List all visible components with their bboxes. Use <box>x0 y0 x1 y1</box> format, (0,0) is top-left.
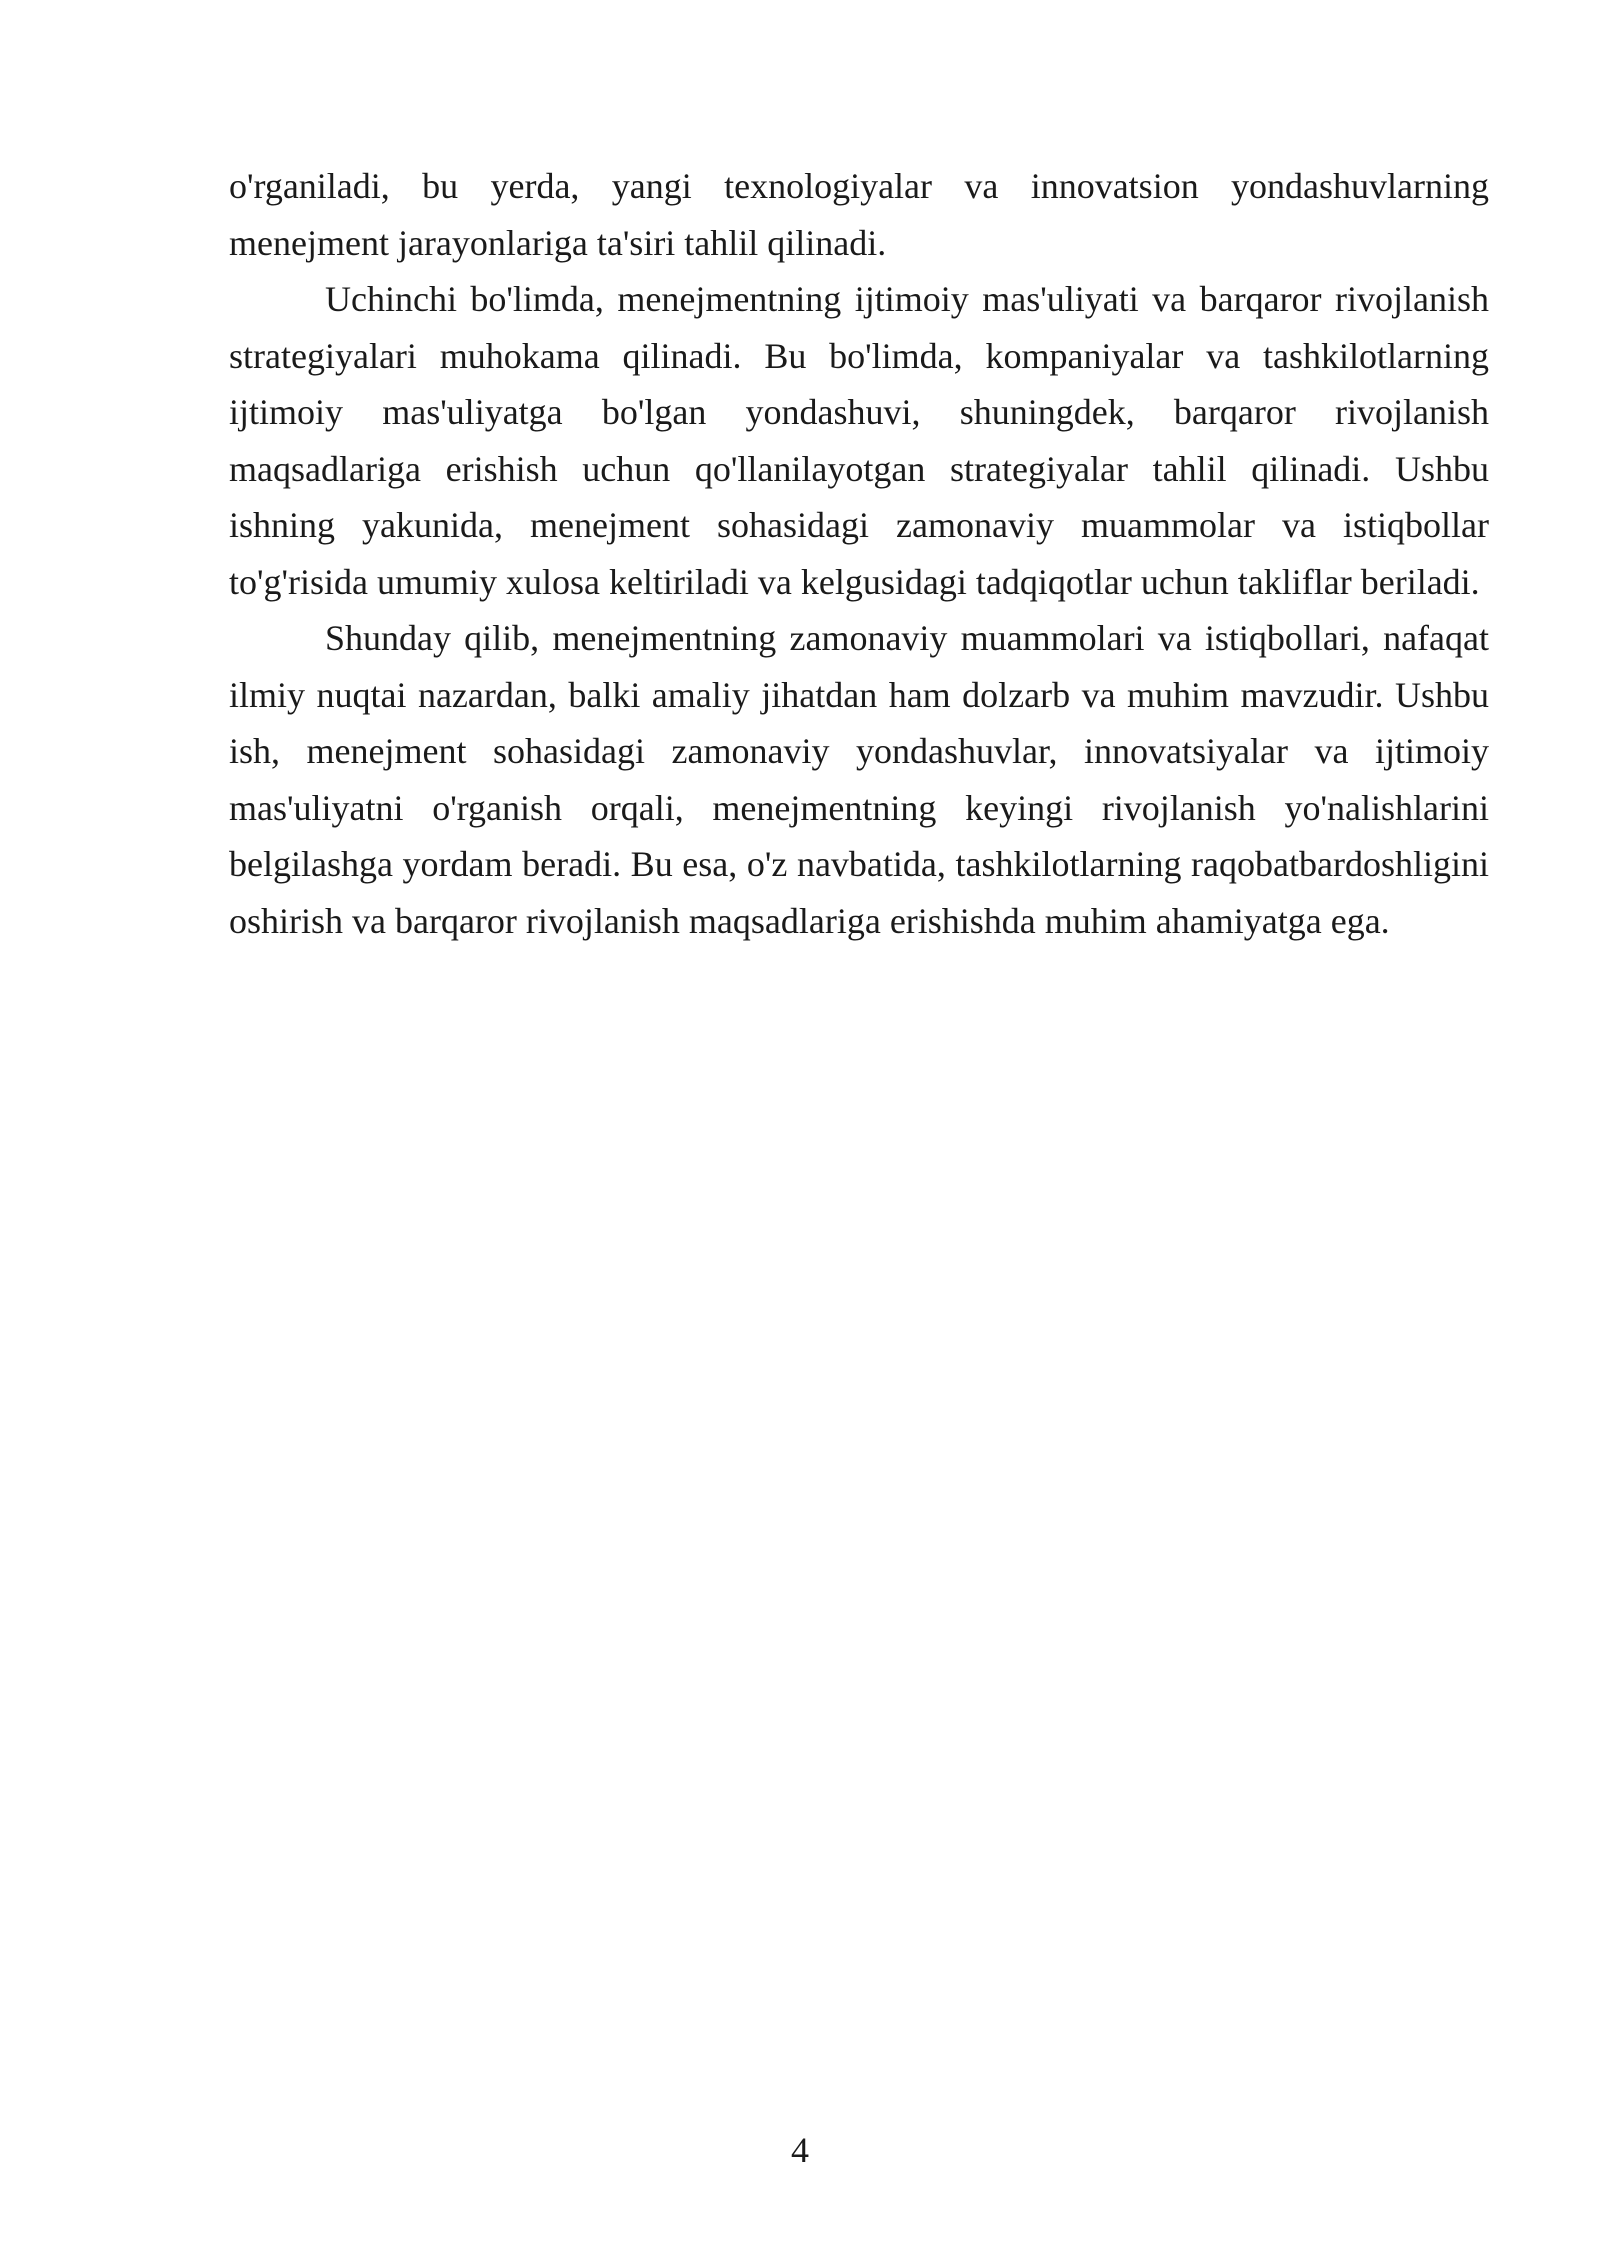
body-text <box>229 158 1489 949</box>
paragraph-continuation: o'rganiladi, bu yerda, yangi texnologiyalar va innovatsion yondashuvlarning menejment jarayonlariga ta'siri tahlil qilinadi. <box>229 166 1489 263</box>
paragraph-third-section: Uchinchi bo'limda, menejmentning ijtimoiy mas'uliyati va barqaror rivojlanish strategiyalari muhokama qilinadi. Bu bo'limda, kompaniyalar va tashkilotlarning ijtimoiy mas'uliyatga bo'lgan yondashuvi, shuningdek, barqaror rivojlanish maqsadlariga erishish uchun qo'llanilayotgan strategiyalar tahlil qilinadi. Ushbu ishning yakunida, menejment sohasidagi zamonaviy muammolar va istiqbollar to'g'risida umumiy xulosa keltiriladi va kelgusidagi tadqiqotlar uchun takliflar beriladi. <box>229 279 1489 602</box>
page-number: 4 <box>791 2130 809 2170</box>
paragraph-conclusion: Shunday qilib, menejmentning zamonaviy muammolari va istiqbollari, nafaqat ilmiy nuqtai nazardan, balki amaliy jihatdan ham dolzarb va muhim mavzudir. Ushbu ish, menejment sohasidagi zamonaviy yondashuvlar, innovatsiyalar va ijtimoiy mas'uliyatni o'rganish orqali, menejmentning keyingi rivojlanish yo'nalishlarini belgilashga yordam beradi. Bu esa, o'z navbatida, tashkilotlarning raqobatbardoshligini oshirish va barqaror rivojlanish maqsadlariga erishishda muhim ahamiyatga ega. <box>229 618 1489 941</box>
